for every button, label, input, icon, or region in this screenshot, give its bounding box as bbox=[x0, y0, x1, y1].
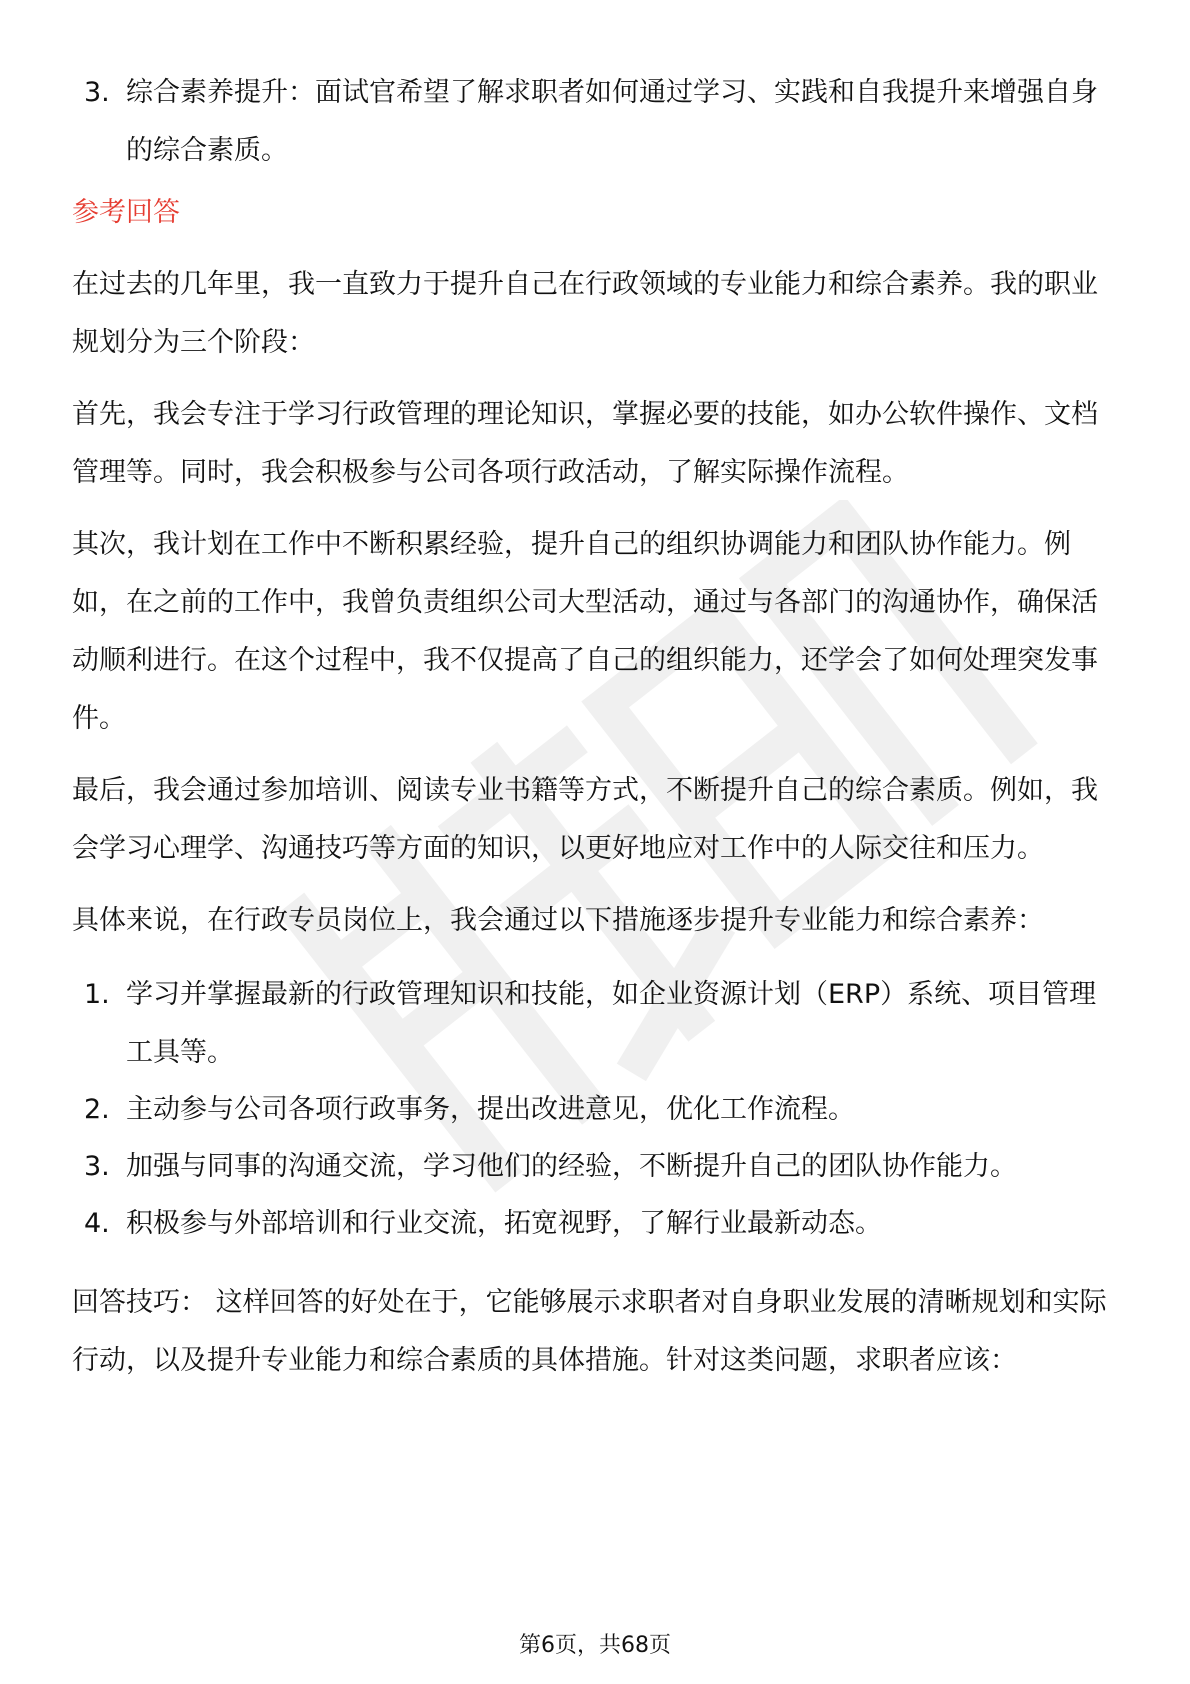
page-number: 第6页，共68页 bbox=[519, 1633, 671, 1658]
paragraph-second: 其次，我计划在工作中不断积累经验，提升自己的组织协调能力和团队协作能力。例如，在之前的工作中，我曾负责组织公司大型活动，通过与各部门的沟通协作，确保活动顺利进行。在这个过程中，我不仅提高了自己的组织能力，还学会了如何处理突发事件。 bbox=[72, 529, 1098, 734]
measures-list bbox=[72, 966, 1122, 1253]
intro-list bbox=[72, 64, 1122, 180]
measure-item bbox=[72, 966, 1122, 1082]
measure-item bbox=[72, 1195, 1122, 1253]
list-item-text: 学习并掌握最新的行政管理知识和技能，如企业资源计划（ERP）系统、项目管理工具等。 bbox=[126, 979, 1097, 1068]
list-number: 1. bbox=[84, 979, 110, 1010]
paragraph-specific: 具体来说，在行政专员岗位上，我会通过以下措施逐步提升专业能力和综合素养： bbox=[72, 905, 1044, 936]
list-number: 2. bbox=[84, 1094, 110, 1125]
list-number: 4. bbox=[84, 1208, 110, 1239]
list-item-text: 加强与同事的沟通交流，学习他们的经验，不断提升自己的团队协作能力。 bbox=[126, 1151, 1017, 1182]
document-page bbox=[72, 64, 1122, 1390]
list-number: 3. bbox=[84, 1151, 110, 1182]
intro-item bbox=[72, 64, 1122, 180]
paragraph-last: 最后，我会通过参加培训、阅读专业书籍等方式，不断提升自己的综合素质。例如，我会学习心理学、沟通技巧等方面的知识，以更好地应对工作中的人际交往和压力。 bbox=[72, 775, 1098, 864]
reference-answer-title: 参考回答 bbox=[72, 197, 180, 228]
list-item-text: 综合素养提升：面试官希望了解求职者如何通过学习、实践和自我提升来增强自身的综合素质。 bbox=[126, 77, 1098, 166]
answer-tips: 回答技巧： 这样回答的好处在于，它能够展示求职者对自身职业发展的清晰规划和实际行动，以及提升专业能力和综合素质的具体措施。针对这类问题，求职者应该： bbox=[72, 1287, 1107, 1376]
measure-item bbox=[72, 1138, 1122, 1196]
list-number: 3. bbox=[84, 77, 110, 108]
measure-item bbox=[72, 1081, 1122, 1139]
list-item-text: 积极参与外部培训和行业交流，拓宽视野，了解行业最新动态。 bbox=[126, 1208, 882, 1239]
paragraph-first: 首先，我会专注于学习行政管理的理论知识，掌握必要的技能，如办公软件操作、文档管理等。同时，我会积极参与公司各项行政活动，了解实际操作流程。 bbox=[72, 399, 1098, 488]
paragraph-intro: 在过去的几年里，我一直致力于提升自己在行政领域的专业能力和综合素养。我的职业规划分为三个阶段： bbox=[72, 269, 1098, 358]
list-item-text: 主动参与公司各项行政事务，提出改进意见，优化工作流程。 bbox=[126, 1094, 855, 1125]
